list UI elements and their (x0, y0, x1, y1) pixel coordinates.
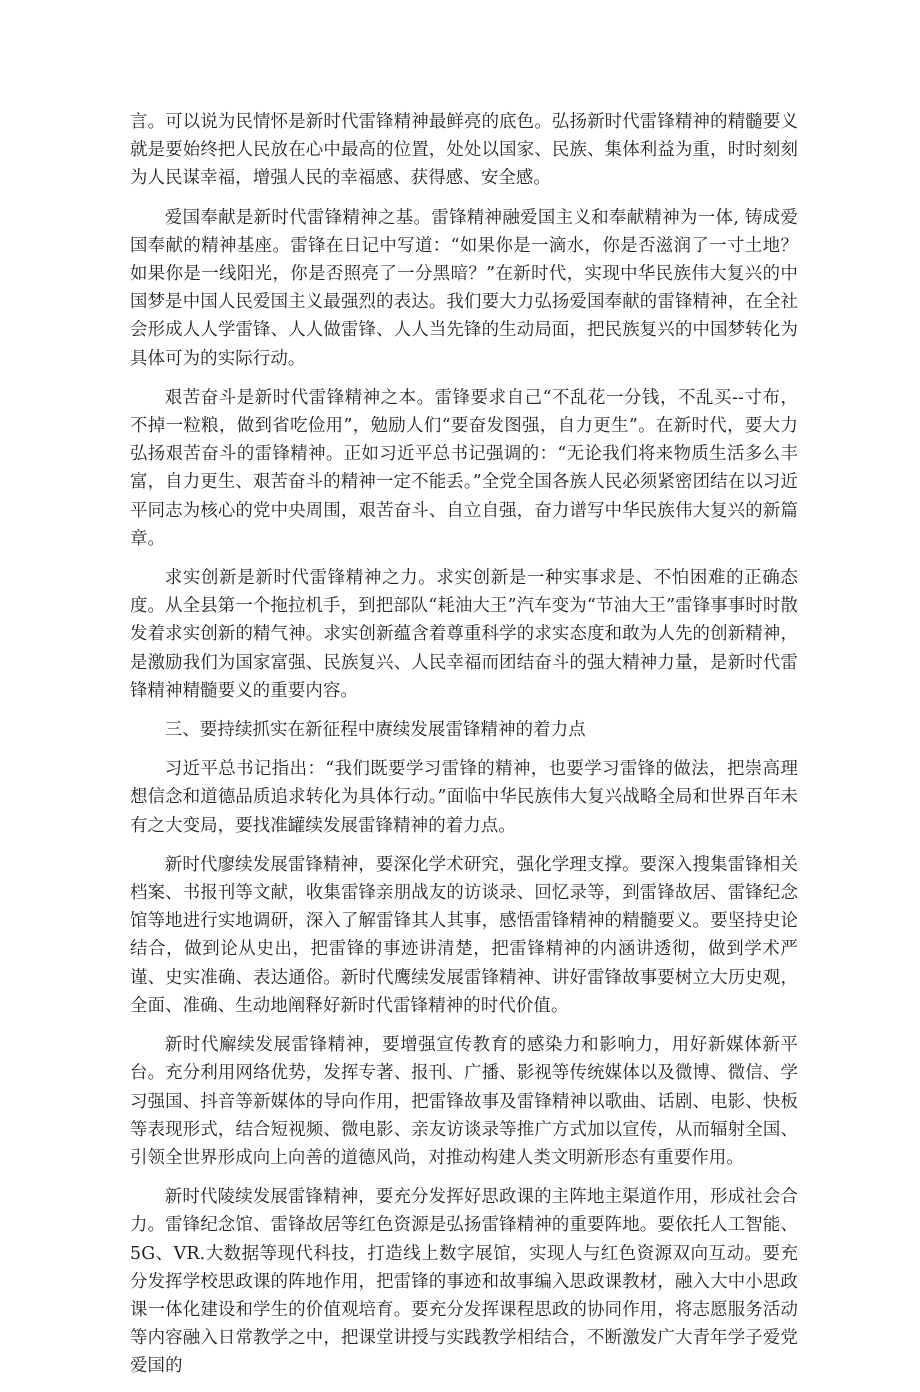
paragraph-innovation: 求实创新是新时代雷锋精神之力。求实创新是一种实事求是、不怕困难的正确态度。从全县第一个拖拉机手，到把部队“耗油大王”汽车变为“节油大王”雷锋事事时时散发着求实创新的精气神。求实创新蕴含着尊重科学的求实态度和敢为人先的创新精神，是激励我们为国家富强、民族复兴、人民幸福而团结奋斗的强大精神力量，是新时代雷锋精神精髓要义的重要内容。 (130, 568, 798, 701)
paragraph-xi-quote: 习近平总书记指出：“我们既要学习雷锋的精神，也要学习雷锋的做法，把崇高理想信念和道德品质追求转化为具体行动。”面临中华民族伟大复兴战略全局和世界百年未有之大变局，要找准罐续发展雷锋精神的着力点。 (130, 759, 798, 836)
paragraph-continuation: 言。可以说为民情怀是新时代雷锋精神最鲜亮的底色。弘扬新时代雷锋精神的精髓要义就是要始终把人民放在心中最高的位置，处处以国家、民族、集体利益为重，时时刻刻为人民谋幸福，增强人民的幸福感、获得感、安全感。 (130, 112, 798, 189)
paragraph-hard-work: 艰苦奋斗是新时代雷锋精神之本。雷锋要求自己“不乱花一分钱，不乱买--寸布，不掉一粒粮，做到省吃俭用”，勉励人们“要奋发图强，自力更生”。在新时代，要大力弘扬艰苦奋斗的雷锋精神。正如习近平总书记强调的：“无论我们将来物质生活多么丰富，自力更生、艰苦奋斗的精神一定不能丢。”全党全国各族人民必须紧密团结在以习近平同志为核心的党中央周围，艰苦奋斗、自立自强，奋力谱写中华民族伟大复兴的新篇章。 (130, 387, 798, 549)
paragraph-academic-research: 新时代廖续发展雷锋精神，要深化学术研究，强化学理支撑。要深入搜集雷锋相关档案、书报刊等文献，收集雷锋亲朋战友的访谈录、回忆录等，到雷锋故居、雷锋纪念馆等地进行实地调研，深入了解雷锋其人其事，感悟雷锋精神的精髓要义。要坚持史论结合，做到论从史出，把雷锋的事迹讲清楚，把雷锋精神的内涵讲透彻，做到学术严谨、史实准确、表达通俗。新时代鹰续发展雷锋精神、讲好雷锋故事要树立大历史观，全面、准确、生动地阐释好新时代雷锋精神的时代价值。 (130, 854, 798, 1016)
paragraph-media-promotion: 新时代廨续发展雷锋精神，要增强宣传教育的感染力和影响力，用好新媒体新平台。充分利用网络优势，发挥专著、报刊、广播、影视等传统媒体以及微博、微信、学习强国、抖音等新媒体的导向作用，把雷锋故事及雷锋精神以歌曲、话剧、电影、快板等表现形式，结合短视频、微电影、亲友访谈录等推广方式加以宣传，从而辐射全国、引领全世界形成向上向善的道德风尚，对推动构建人类文明新形态有重要作用。 (130, 1035, 798, 1168)
document-body (130, 108, 798, 1392)
paragraph-patriotic-dedication: 爱国奉献是新时代雷锋精神之基。雷锋精神融爱国主义和奉献精神为一体, 铸成爱国奉献的精神基座。雷锋在日记中写道：“如果你是一滴水，你是否滋润了一寸土地？如果你是一线阳光，你是否照亮了一分黑暗？”在新时代，实现中华民族伟大复兴的中国梦是中国人民爱国主义最强烈的表达。我们要大力弘扬爱国奉献的雷锋精神，在全社会形成人人学雷锋、人人做雷锋、人人当先锋的生动局面，把民族复兴的中国梦转化为具体可为的实际行动。 (130, 207, 798, 369)
paragraph-political-education: 新时代陵续发展雷锋精神，要充分发挥好思政课的主阵地主渠道作用，形成社会合力。雷锋纪念馆、雷锋故居等红色资源是弘扬雷锋精神的重要阵地。要依托人工智能、5G、VR.大数据等现代科技，打造线上数字展馆，实现人与红色资源双向互动。要充分发挥学校思政课的阵地作用，把雷锋的事迹和故事编入思政课教材，融入大中小思政课一体化建设和学生的价值观培育。要充分发挥课程思政的协同作用，将志愿服务活动等内容融入日常教学之中，把课堂讲授与实践教学相结合，不断激发广大青年学子爱党爱国的 (130, 1187, 798, 1377)
section-heading-three: 三、要持续抓实在新征程中赓续发展雷锋精神的着力点 (164, 720, 586, 741)
